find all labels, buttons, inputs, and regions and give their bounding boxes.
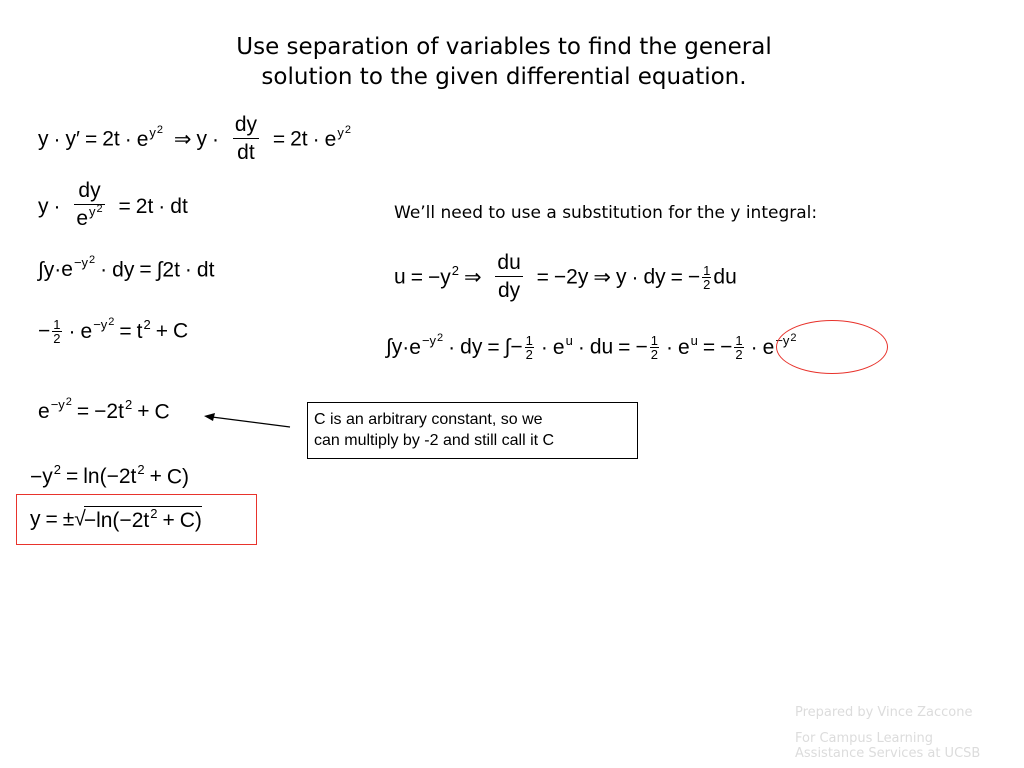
substitution-equation: $u = -y^2$ ⇒ $\frac{du}{dy}$ = −2y ⇒ y · dy = − $\frac{1}{2}$ du: [394, 251, 737, 302]
result-highlight-circle: [776, 320, 888, 374]
equation-7: $y = \pm√-\ln(-2t^2 + C)$: [30, 506, 202, 532]
callout-line-1: C is an arbitrary constant, so we: [314, 411, 543, 428]
integral-substitution: $\int y\cdot e^{-y^2}$ · dy = ∫− $\frac{1}{2}$ · $e^u$ · du = − $\frac{1}{2}$ · $e^u$ = − $\frac{1}{2}$ · $e^{-y^2}$: [386, 331, 797, 362]
equation-2: y · $\frac{dy}{e^{y^2}}$ = 2t · dt: [38, 179, 188, 230]
equation-6: $-y^2 = \ln(-2t^2 + C)$: [30, 462, 190, 489]
arrow-icon: [200, 412, 295, 432]
callout-line-2: can multiply by -2 and still call it C: [314, 432, 555, 449]
slide-title: [0, 32, 1008, 92]
equation-5: $e^{-y^2} = -2t^2 + C$: [38, 396, 170, 424]
equation-3: $\int y\cdot e^{-y^2}$ · dy = ∫2t · dt: [38, 254, 215, 282]
footer-affiliation: For Campus Learning Assistance Services at UCSB: [795, 731, 981, 761]
title-line-2: solution to the given differential equation.: [261, 64, 747, 90]
callout-box: [307, 402, 638, 459]
footer-credit: Prepared by Vince Zaccone: [795, 705, 973, 720]
equation-4: − $\frac{1}{2}$ · $e^{-y^2} = t^2 + C$: [38, 315, 189, 346]
equation-1: $y \cdot y' = 2t \cdot e^{y^2}$ ⇒ y · $\frac{dy}{dt}$ = $2t \cdot e^{y^2}$: [38, 113, 351, 164]
title-line-1: Use separation of variables to find the general: [236, 34, 772, 60]
substitution-note: We’ll need to use a substitution for the y integral:: [394, 203, 818, 223]
